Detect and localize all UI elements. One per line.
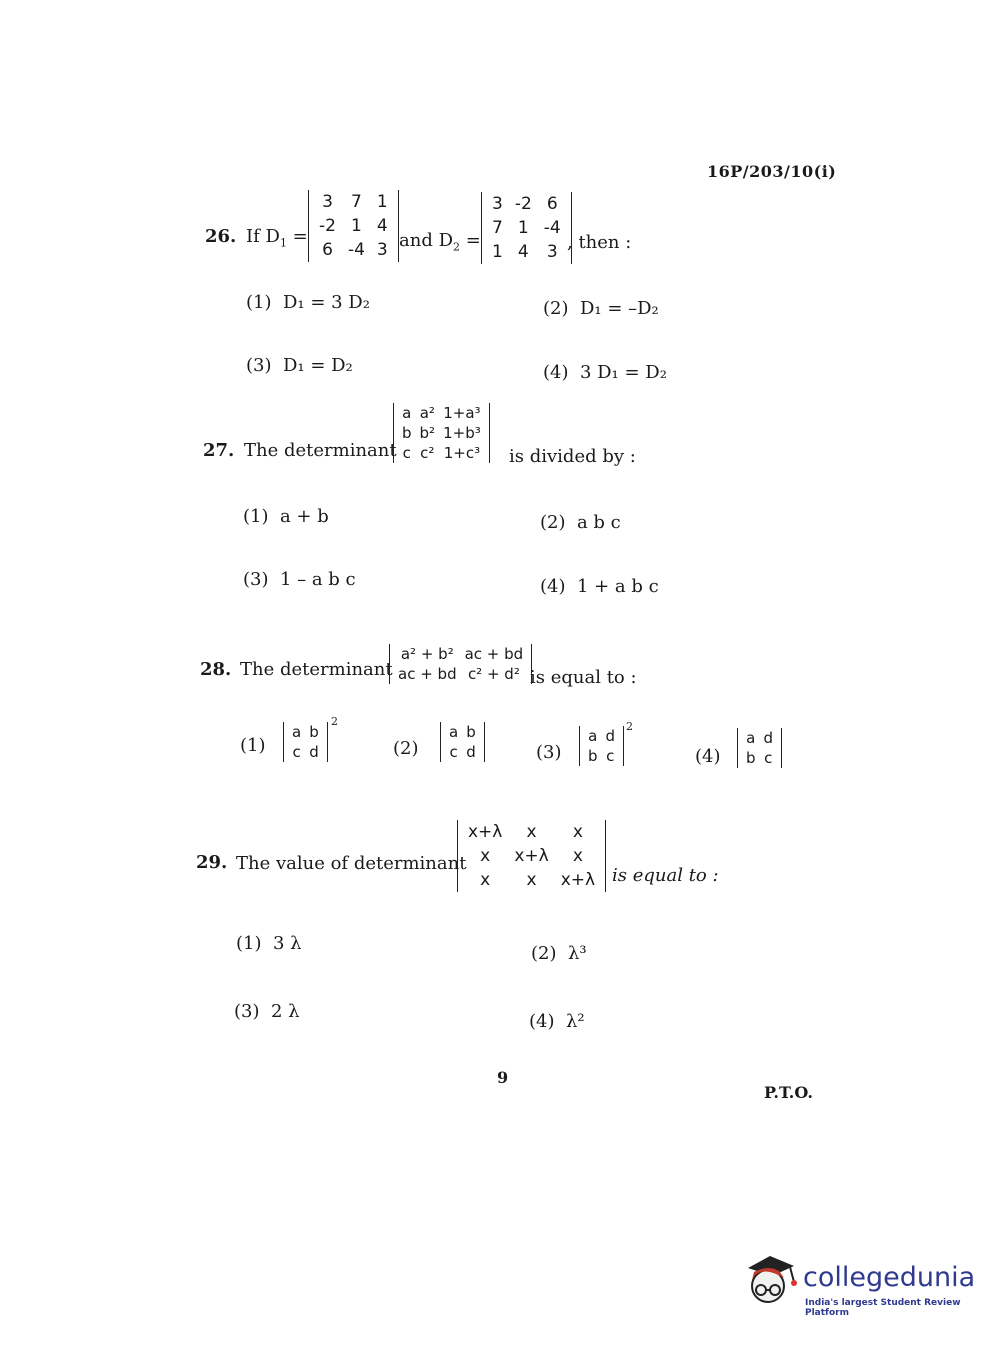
question-26-and: and $D_2$ =	[399, 230, 481, 254]
logo-tagline: India's largest Student Review Platform	[805, 1298, 961, 1318]
q29-option-2[interactable]: (2) λ³	[531, 943, 587, 964]
question-28-prefix: The determinant	[240, 659, 393, 680]
question-29-number: 29.	[196, 852, 228, 873]
q26-option-2[interactable]: (2) D₁ = –D₂	[543, 298, 659, 319]
q26-option-4[interactable]: (4) 3 D₁ = D₂	[543, 362, 667, 383]
collegedunia-mascot-icon	[740, 1250, 804, 1310]
question-28-suffix: is equal to :	[530, 667, 637, 688]
logo-name: collegedunia	[803, 1262, 976, 1293]
question-27-suffix: is divided by :	[509, 446, 636, 467]
q28-option-4-number[interactable]: (4)	[695, 746, 721, 767]
q27-option-2[interactable]: (2) a b c	[540, 512, 621, 533]
pto-label: P.T.O.	[764, 1083, 813, 1102]
question-26-suffix: , then :	[567, 232, 632, 253]
q28-option-1-power: 2	[331, 715, 338, 728]
question-26-det-d1: 3 7 1 -2 1 4 6 -4 3	[308, 190, 399, 262]
q28-option-1-det[interactable]: a b c d	[283, 722, 328, 762]
q27-option-1[interactable]: (1) a + b	[243, 506, 329, 527]
question-27-prefix: The determinant	[244, 440, 397, 461]
question-28-det: a² + b² ac + bd ac + bd c² + d²	[389, 644, 532, 684]
q28-option-2-det[interactable]: a b c d	[440, 722, 485, 762]
q28-option-3-power: 2	[626, 720, 633, 733]
question-27-number: 27.	[203, 440, 235, 461]
question-29-prefix: The value of determinant	[236, 853, 467, 874]
question-29-det: x+λ x x x x+λ x x x x+λ	[457, 820, 606, 892]
question-28-number: 28.	[200, 659, 232, 680]
question-26-number: 26.	[205, 226, 237, 247]
q28-option-2-number[interactable]: (2)	[393, 738, 419, 759]
q27-option-3[interactable]: (3) 1 – a b c	[243, 569, 356, 590]
q29-option-3[interactable]: (3) 2 λ	[234, 1001, 300, 1022]
q29-option-4[interactable]: (4) λ²	[529, 1011, 585, 1032]
q28-option-1-number[interactable]: (1)	[240, 735, 266, 756]
q28-option-4-det[interactable]: a d b c	[737, 728, 782, 768]
q29-option-1[interactable]: (1) 3 λ	[236, 933, 302, 954]
question-26-prefix: If $D_1$ =	[246, 226, 308, 250]
q28-option-3-det[interactable]: a d b c	[579, 726, 624, 766]
q26-option-3[interactable]: (3) D₁ = D₂	[246, 355, 353, 376]
q26-option-1[interactable]: (1) D₁ = 3 D₂	[246, 292, 370, 313]
question-29-suffix: is equal to :	[612, 865, 719, 886]
q28-option-3-number[interactable]: (3)	[536, 742, 562, 763]
question-26-det-d2: 3 -2 6 7 1 -4 1 4 3	[481, 192, 572, 264]
question-27-det: a a² 1+a³ b b² 1+b³ c c² 1+c³	[393, 403, 490, 463]
page-number: 9	[497, 1068, 509, 1087]
paper-code: 16P/203/10(i)	[707, 162, 837, 181]
q27-option-4[interactable]: (4) 1 + a b c	[540, 576, 659, 597]
